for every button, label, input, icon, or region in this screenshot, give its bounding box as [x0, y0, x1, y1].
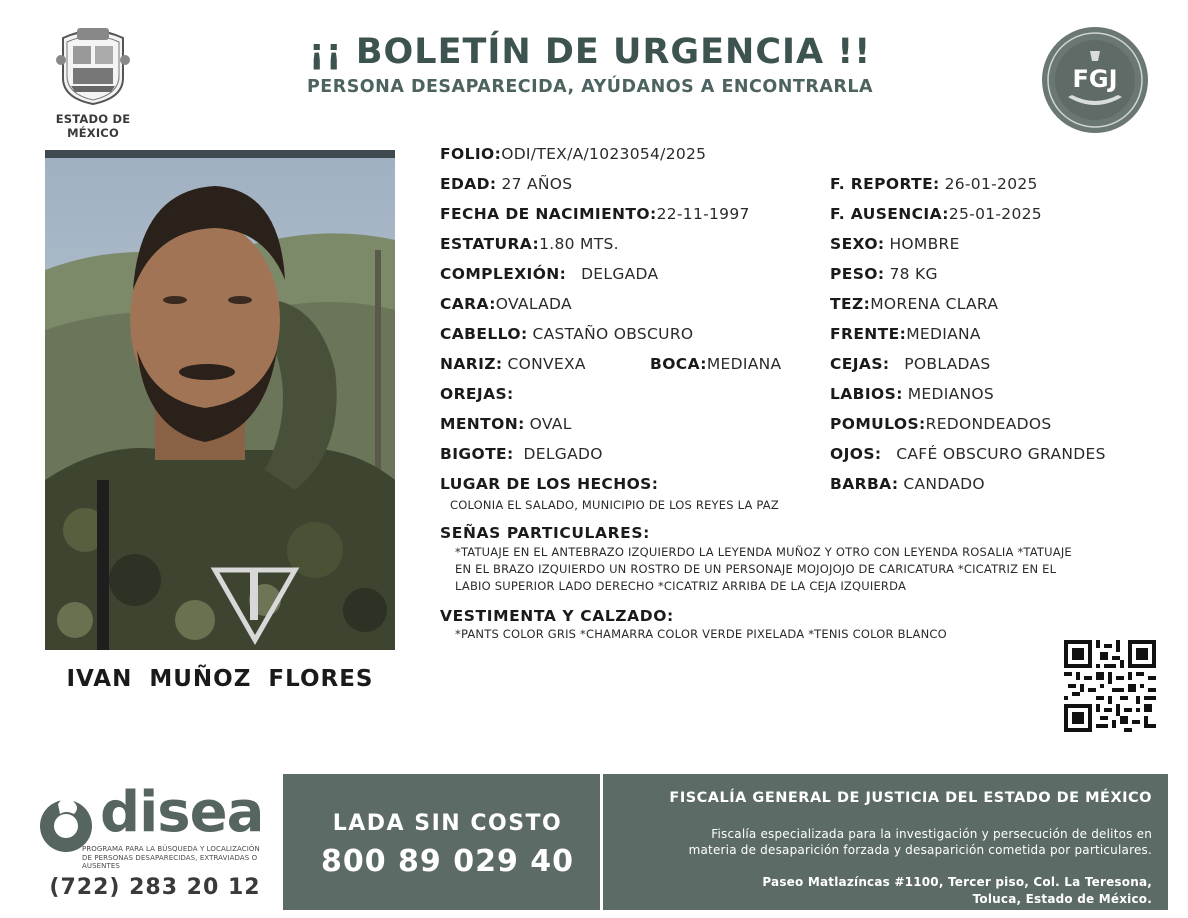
field-value: REDONDEADOS — [925, 415, 1052, 433]
field-label: OREJAS: — [440, 385, 514, 403]
field-cabello — [440, 325, 693, 343]
bulletin-subtitle: PERSONA DESAPARECIDA, AYÚDANOS A ENCONTRARLA — [306, 77, 874, 97]
field-lugar-value: COLONIA EL SALADO, MUNICIPIO DE LOS REYES LA PAZ — [450, 498, 779, 512]
field-value: CONVEXA — [507, 355, 586, 373]
field-value: CAFÉ OBSCURO GRANDES — [896, 445, 1106, 463]
field-lugar — [440, 475, 658, 493]
field-label: BARBA: — [830, 475, 899, 493]
field-value: 1.80 MTS. — [539, 235, 619, 253]
bulletin-title: ¡¡ BOLETÍN DE URGENCIA !! — [308, 32, 872, 72]
fgj-description — [612, 826, 1152, 858]
field-label: CABELLO: — [440, 325, 528, 343]
fgj-seal-text: FGJ — [1072, 65, 1118, 93]
odisea-wordmark: disea — [100, 780, 264, 845]
field-label: SEXO: — [830, 235, 885, 253]
field-value: MEDIANOS — [907, 385, 995, 403]
field-value: MEDIANA — [706, 355, 782, 373]
field-f-ausencia — [830, 205, 1042, 223]
field-sexo — [830, 235, 960, 253]
field-value: POBLADAS — [904, 355, 991, 373]
state-name: ESTADO DE MÉXICO — [55, 112, 131, 140]
field-value: CANDADO — [903, 475, 985, 493]
field-label: LUGAR DE LOS HECHOS: — [440, 475, 659, 493]
field-labios — [830, 385, 994, 403]
field-value: HOMBRE — [889, 235, 960, 253]
person-portrait-icon — [45, 150, 395, 650]
field-value: 22-11-1997 — [656, 205, 750, 223]
fgj-description-line: Fiscalía especializada para la investigación y persecución de delitos en — [711, 827, 1152, 841]
state-shield-icon — [53, 20, 133, 106]
field-label: BIGOTE: — [440, 445, 514, 463]
field-cara — [440, 295, 572, 313]
field-nariz — [440, 355, 586, 373]
field-value: 27 AÑOS — [501, 175, 573, 193]
field-menton — [440, 415, 572, 433]
odisea-caption: PROGRAMA PARA LA BÚSQUEDA Y LOCALIZACIÓN DE PERSONAS DESAPARECIDAS, EXTRAVIADAS O AUSENTES — [82, 845, 260, 870]
person-photo — [45, 150, 395, 650]
field-boca — [650, 355, 781, 373]
field-label: F. AUSENCIA: — [830, 205, 949, 223]
field-label: POMULOS: — [830, 415, 926, 433]
odisea-phone[interactable]: (722) 283 20 12 — [49, 875, 261, 900]
state-logo — [28, 20, 158, 140]
field-edad — [440, 175, 572, 193]
person-name: IVAN MUÑOZ FLORES — [66, 666, 374, 692]
field-value: 25-01-2025 — [948, 205, 1042, 223]
field-value: CASTAÑO OBSCURO — [532, 325, 694, 343]
field-pomulos — [830, 415, 1052, 433]
field-label: CARA: — [440, 295, 496, 313]
field-value: DELGADO — [523, 445, 603, 463]
field-label: OJOS: — [830, 445, 882, 463]
field-label: TEZ: — [830, 295, 871, 313]
field-complexion — [440, 265, 658, 283]
field-value: 78 KG — [889, 265, 938, 283]
fgj-address — [612, 874, 1152, 908]
field-label: ESTATURA: — [440, 235, 540, 253]
field-label: EDAD: — [440, 175, 497, 193]
senas-text — [455, 544, 1135, 595]
field-cejas — [830, 355, 991, 373]
field-label: FOLIO: — [440, 145, 502, 163]
senas-line: EN EL BRAZO IZQUIERDO UN ROSTRO DE UN PERSONAJE MOJOJOJO DE CARICATURA *CICATRIZ EN EL — [455, 562, 1057, 576]
field-ojos — [830, 445, 1106, 463]
field-f-reporte — [830, 175, 1038, 193]
field-label: PESO: — [830, 265, 885, 283]
fgj-seal-icon — [1040, 25, 1150, 135]
field-value: DELGADA — [581, 265, 659, 283]
field-value: MORENA CLARA — [870, 295, 999, 313]
fgj-description-line: materia de desaparición forzada y desaparición cometida por particulares. — [688, 843, 1152, 857]
field-value: OVAL — [529, 415, 572, 433]
lada-label: LADA SIN COSTO — [332, 811, 563, 836]
field-value: MEDIANA — [906, 325, 981, 343]
field-barba — [830, 475, 985, 493]
field-peso — [830, 265, 938, 283]
senas-line: *TATUAJE EN EL ANTEBRAZO IZQUIERDO LA LEYENDA MUÑOZ Y OTRO CON LEYENDA ROSALIA *TATUAJE — [455, 545, 1072, 559]
field-folio — [440, 145, 706, 163]
field-bigote — [440, 445, 603, 463]
vestimenta-heading: VESTIMENTA Y CALZADO: — [440, 607, 674, 625]
field-label: LABIOS: — [830, 385, 903, 403]
field-tez — [830, 295, 998, 313]
photo-top-bar — [45, 150, 395, 158]
field-estatura — [440, 235, 619, 253]
senas-heading: SEÑAS PARTICULARES: — [440, 524, 650, 542]
footer-divider — [600, 774, 603, 910]
lada-phone-number[interactable]: 800 89 029 40 — [320, 844, 575, 879]
vestimenta-text: *PANTS COLOR GRIS *CHAMARRA COLOR VERDE PIXELADA *TENIS COLOR BLANCO — [455, 627, 947, 641]
field-label: FECHA DE NACIMIENTO: — [440, 205, 657, 223]
fgj-title: FISCALÍA GENERAL DE JUSTICIA DEL ESTADO DE MÉXICO — [669, 790, 1152, 806]
field-label: MENTON: — [440, 415, 525, 433]
field-fecha-nacimiento — [440, 205, 750, 223]
field-value: ODI/TEX/A/1023054/2025 — [501, 145, 707, 163]
qr-code-icon[interactable] — [1064, 640, 1156, 732]
field-orejas — [440, 385, 514, 403]
field-label: BOCA: — [650, 355, 707, 373]
senas-line: LABIO SUPERIOR LADO DERECHO *CICATRIZ ARRIBA DE LA CEJA IZQUIERDA — [455, 579, 907, 593]
field-label: NARIZ: — [440, 355, 503, 373]
fgj-address-line: Paseo Matlazíncas #1100, Tercer piso, Col. La Teresona, — [762, 875, 1152, 889]
field-value: OVALADA — [495, 295, 572, 313]
field-label: F. REPORTE: — [830, 175, 940, 193]
field-frente — [830, 325, 981, 343]
field-value: 26-01-2025 — [944, 175, 1038, 193]
field-label: FRENTE: — [830, 325, 907, 343]
field-label: CEJAS: — [830, 355, 890, 373]
fgj-address-line: Toluca, Estado de México. — [972, 892, 1152, 906]
field-label: COMPLEXIÓN: — [440, 265, 567, 283]
